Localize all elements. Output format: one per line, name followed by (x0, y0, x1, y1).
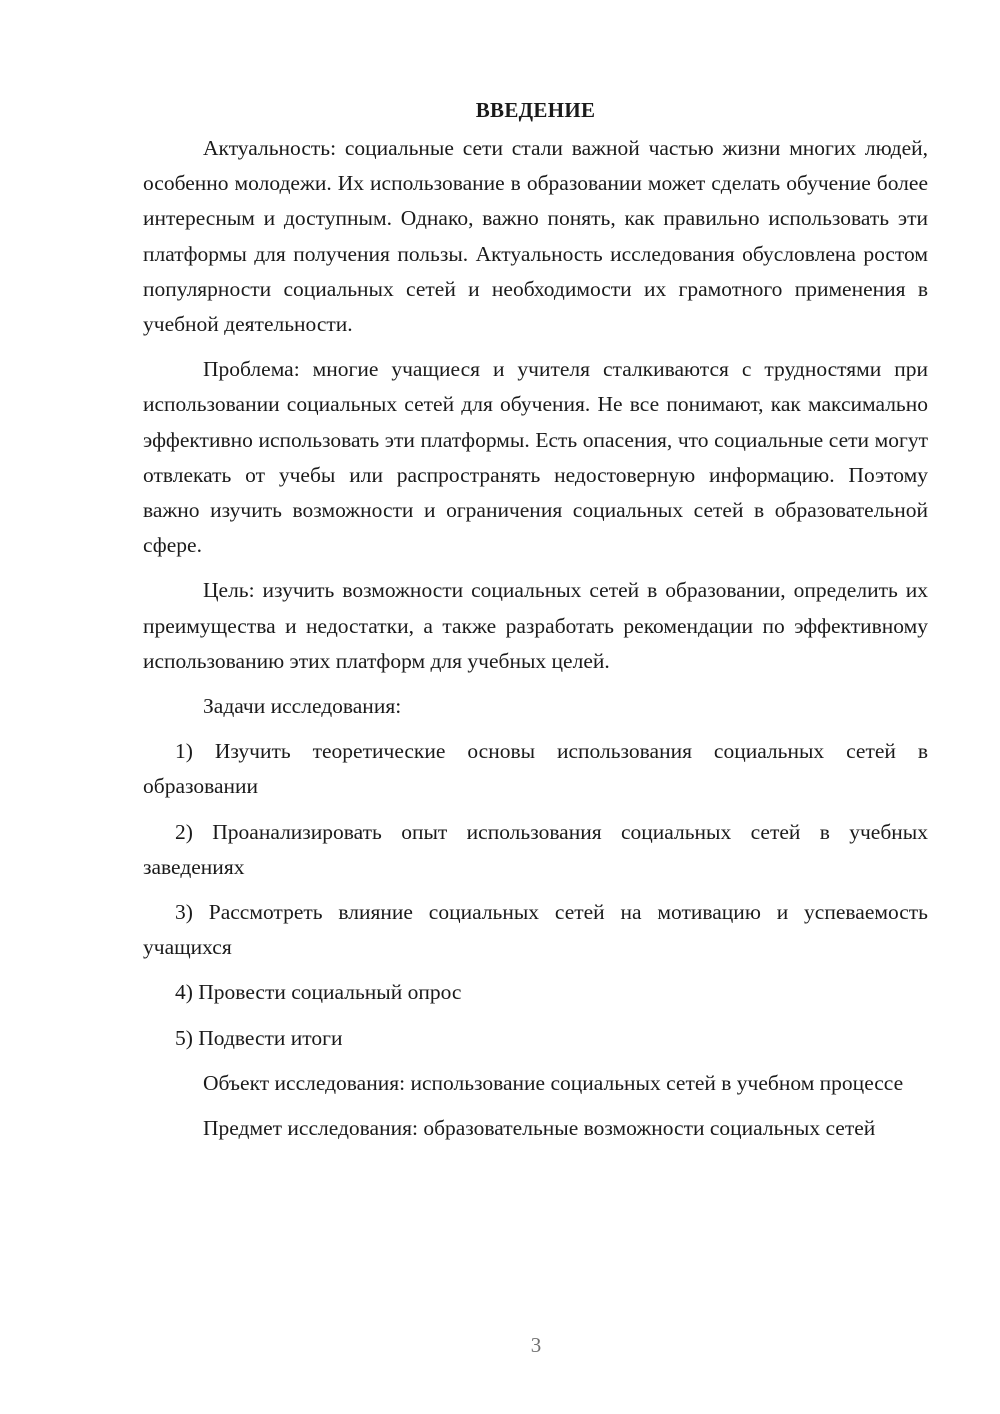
page-title: ВВЕДЕНИЕ (475, 98, 596, 122)
paragraph-tasks-heading: Задачи исследования: (203, 694, 402, 719)
document-page (143, 92, 928, 1156)
paragraph-goal: Цель: изучить возможности социальных сетей в образовании, определить их преимущества и недостатки, а также разработать рекомендации по эффективному использованию этих платформ для учебных целей. (143, 578, 928, 673)
list-item: 3) Рассмотреть влияние социальных сетей на мотивацию и успеваемость учащихся (143, 900, 928, 960)
list-item: 4) Провести социальный опрос (175, 980, 462, 1005)
paragraph-subject: Предмет исследования: образовательные возможности социальных сетей (203, 1116, 876, 1141)
list-item: 5) Подвести итоги (175, 1025, 343, 1050)
list-item: 1) Изучить теоретические основы использования социальных сетей в образовании (143, 739, 928, 799)
list-item: 2) Проанализировать опыт использования социальных сетей в учебных заведениях (143, 819, 928, 879)
page-number: 3 (530, 1333, 542, 1357)
paragraph-problem: Проблема: многие учащиеся и учителя сталкиваются с трудностями при использовании социальных сетей для обучения. Не все понимают, как максимально эффективно использовать эти платформы. Есть опасения, что социальные сети могут отвлекать от учебы или распространять недостоверную информацию. Поэтому важно изучить возможности и ограничения социальных сетей в образовательной сфере. (143, 357, 928, 558)
paragraph-relevance: Актуальность: социальные сети стали важной частью жизни многих людей, особенно молодежи. Их использование в образовании может сделать обучение более интересным и доступным. Однако, важно понять, как правильно использовать эти платформы для получения пользы. Актуальность исследования обусловлена ростом популярности социальных сетей и необходимости их грамотного применения в учебной деятельности. (143, 136, 928, 337)
paragraph-object: Объект исследования: использование социальных сетей в учебном процессе (203, 1070, 904, 1095)
